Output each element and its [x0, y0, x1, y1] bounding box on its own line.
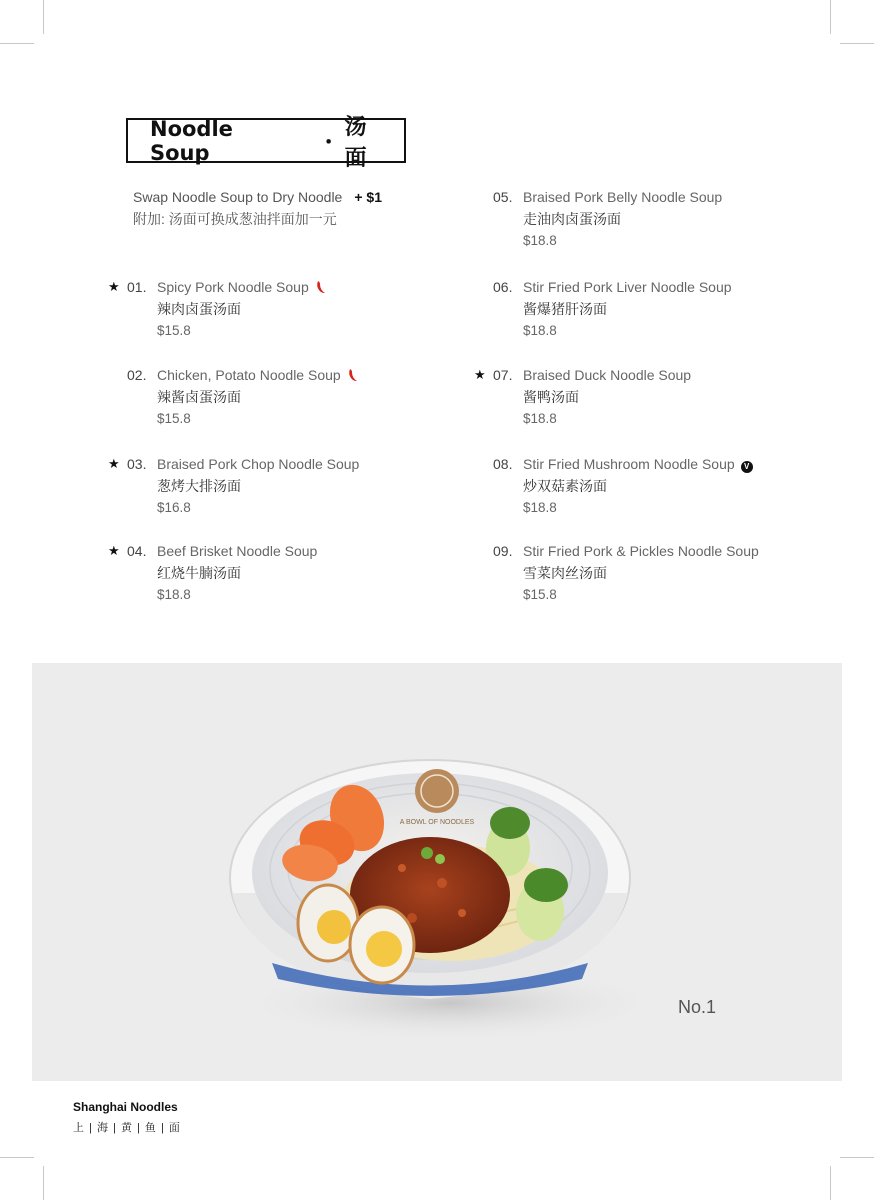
bowl-logo-text: A BOWL OF NOODLES: [399, 819, 475, 826]
menu-item-price: $18.8: [523, 323, 557, 338]
star-icon: ★: [474, 367, 486, 382]
menu-item-name-en: [157, 540, 477, 562]
menu-item-name-en-text: Stir Fried Pork & Pickles Noodle Soup: [523, 543, 759, 559]
menu-item-name-en: [157, 453, 477, 475]
menu-item-number: 01.: [127, 279, 147, 295]
swap-surcharge: + $1: [354, 189, 382, 205]
menu-item-name-en-text: Chicken, Potato Noodle Soup: [157, 367, 341, 383]
section-title-dot: ・: [318, 130, 339, 154]
menu-item-number: 02.: [127, 367, 147, 383]
dish-photo: [32, 663, 842, 1081]
footer-brand-zh: 上 | 海 | 黄 | 鱼 | 面: [73, 1122, 181, 1134]
menu-item-number: 09.: [493, 543, 513, 559]
menu-item-number: 06.: [493, 279, 513, 295]
menu-item-price: $18.8: [523, 411, 557, 426]
section-title-en: Noodle Soup: [150, 116, 233, 165]
menu-item-name-zh: 辣酱卤蛋汤面: [157, 389, 241, 405]
menu-item-name-zh: 酱鸭汤面: [523, 389, 579, 405]
menu-item-price: $16.8: [157, 500, 191, 515]
crop-mark: [43, 1166, 44, 1200]
menu-item-name-en: [523, 453, 843, 475]
menu-item-name-zh: 雪菜肉丝汤面: [523, 565, 607, 581]
star-icon: ★: [108, 279, 120, 294]
chili-pepper-icon: [315, 280, 325, 294]
menu-item-number: 08.: [493, 456, 513, 472]
swap-note: [133, 186, 382, 230]
menu-item-name-en: [523, 276, 843, 298]
crop-mark: [0, 43, 34, 44]
swap-note-en: Swap Noodle Soup to Dry Noodle: [133, 189, 343, 205]
star-icon: ★: [108, 543, 120, 558]
menu-item-price: $15.8: [157, 411, 191, 426]
menu-item-name-en: [157, 276, 477, 298]
menu-item-price: $18.8: [157, 587, 191, 602]
menu-item-name-en-text: Braised Pork Chop Noodle Soup: [157, 456, 360, 472]
menu-item-name-zh: 酱爆猪肝汤面: [523, 301, 607, 317]
menu-item-name-en-text: Stir Fried Mushroom Noodle Soup: [523, 456, 735, 472]
section-title: [126, 114, 406, 171]
star-icon: ★: [108, 456, 120, 471]
menu-item-name-zh: 辣肉卤蛋汤面: [157, 301, 241, 317]
menu-item-name-en: [523, 186, 843, 208]
crop-mark: [43, 0, 44, 34]
menu-item-price: $15.8: [157, 323, 191, 338]
menu-item-name-en: [523, 364, 843, 386]
menu-item-name-zh: 走油肉卤蛋汤面: [523, 211, 621, 227]
menu-item-price: $15.8: [523, 587, 557, 602]
crop-mark: [0, 1157, 34, 1158]
crop-mark: [840, 1157, 874, 1158]
section-title-zh: 汤 面: [344, 114, 370, 171]
menu-item-number: 05.: [493, 189, 513, 205]
vegetarian-icon: V: [741, 461, 753, 473]
menu-item-price: $18.8: [523, 233, 557, 248]
menu-item-name-en-text: Braised Pork Belly Noodle Soup: [523, 189, 723, 205]
menu-item-number: 07.: [493, 367, 513, 383]
swap-note-zh: 附加: 汤面可换成葱油拌面加一元: [133, 211, 337, 227]
crop-mark: [830, 0, 831, 34]
menu-item-name-en-text: Spicy Pork Noodle Soup: [157, 279, 309, 295]
menu-item-name-en-text: Stir Fried Pork Liver Noodle Soup: [523, 279, 732, 295]
menu-item-name-zh: 炒双菇素汤面: [523, 478, 607, 494]
menu-item-name-en-text: Braised Duck Noodle Soup: [523, 367, 692, 383]
menu-item-name-en: [157, 364, 477, 386]
chili-pepper-icon: [347, 368, 357, 382]
footer-brand-en: Shanghai Noodles: [73, 1100, 178, 1114]
menu-item-name-zh: 葱烤大排汤面: [157, 478, 241, 494]
menu-item-name-en-text: Beef Brisket Noodle Soup: [157, 543, 318, 559]
crop-mark: [830, 1166, 831, 1200]
menu-item-price: $18.8: [523, 500, 557, 515]
photo-number-label: No.1: [678, 997, 717, 1017]
noodle-bowl-illustration: [32, 663, 842, 1081]
menu-item-name-en: [523, 540, 843, 562]
menu-item-number: 04.: [127, 543, 147, 559]
crop-mark: [840, 43, 874, 44]
menu-item-name-zh: 红烧牛腩汤面: [157, 565, 241, 581]
menu-item-number: 03.: [127, 456, 147, 472]
